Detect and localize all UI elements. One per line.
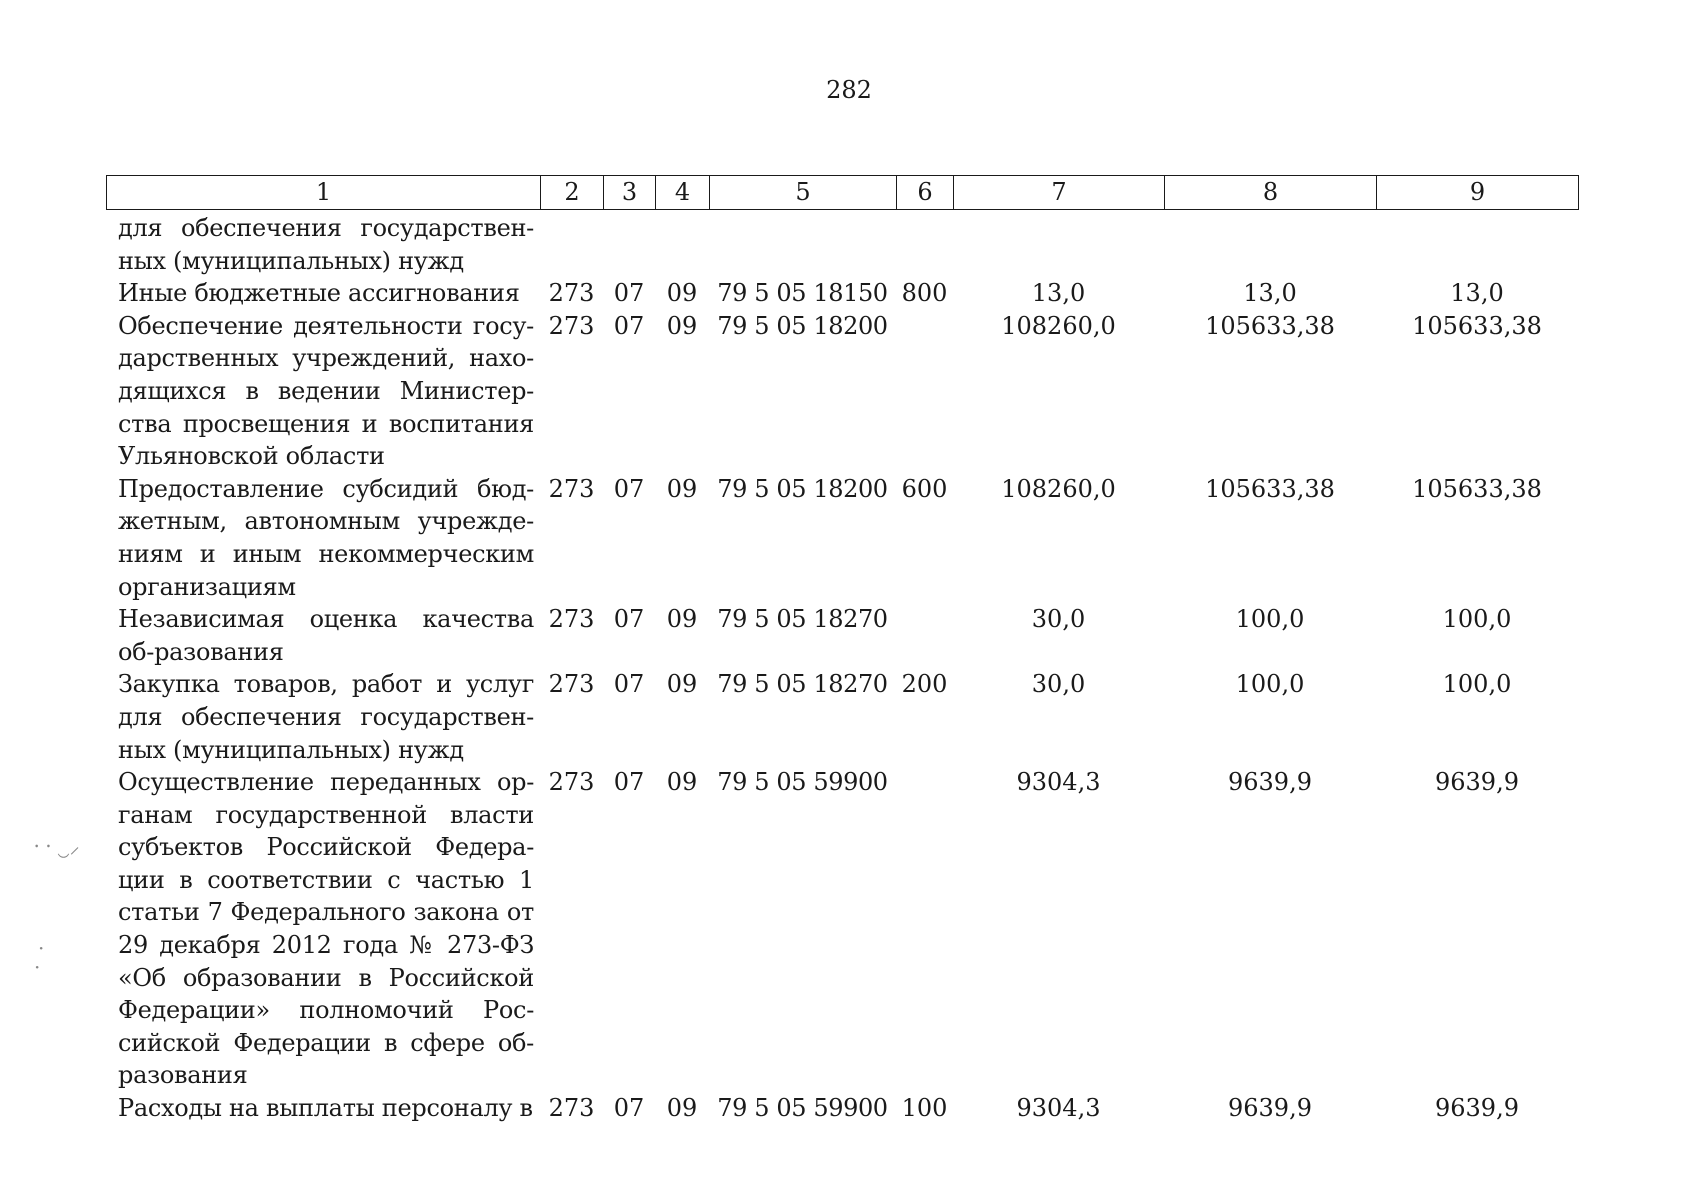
page-number: 282 <box>826 76 872 104</box>
row-col-4 <box>655 212 709 277</box>
row-col-3 <box>603 212 655 277</box>
row-col-2: 273 <box>548 279 595 308</box>
table-row <box>106 277 1578 310</box>
row-col-9: 100,0 <box>1442 670 1512 699</box>
scan-artifact: · <box>38 936 45 960</box>
row-col-5: 79 5 05 18200 <box>717 311 888 340</box>
row-col-3: 07 <box>613 1094 645 1123</box>
row-col-8: 105633,38 <box>1205 311 1335 340</box>
column-header-1: 1 <box>107 176 541 210</box>
row-col-5: 79 5 05 18150 <box>717 279 888 308</box>
row-col-7: 30,0 <box>1031 670 1086 699</box>
row-col-2: 273 <box>548 605 595 634</box>
row-col-9 <box>1376 212 1578 277</box>
table-header <box>106 175 1579 210</box>
table-row <box>106 766 1578 1092</box>
row-name: Расходы на выплаты персоналу в <box>118 1094 533 1123</box>
table-row <box>106 310 1578 473</box>
row-col-9: 105633,38 <box>1412 311 1542 340</box>
row-col-2: 273 <box>548 768 595 797</box>
row-col-3: 07 <box>613 311 645 340</box>
row-col-3: 07 <box>613 670 645 699</box>
column-header-6: 6 <box>897 176 954 210</box>
table-row <box>106 473 1578 603</box>
table-row <box>106 212 1578 277</box>
row-col-7: 108260,0 <box>1001 311 1116 340</box>
row-col-6 <box>896 310 953 473</box>
row-col-8: 100,0 <box>1235 670 1305 699</box>
row-col-7: 108260,0 <box>1001 474 1116 503</box>
row-col-7: 9304,3 <box>1016 768 1101 797</box>
row-name: Обеспечение деятельности госу-​дарственных учреждений, нахо-​дящихся в ведении Министер-​ства просвещения и воспитания Ульяновской области <box>118 311 534 471</box>
row-col-6: 600 <box>901 474 948 503</box>
row-col-5: 79 5 05 18270 <box>717 605 888 634</box>
row-col-9: 105633,38 <box>1412 474 1542 503</box>
row-col-2 <box>540 212 603 277</box>
column-header-8: 8 <box>1165 176 1377 210</box>
table-row <box>106 668 1578 766</box>
row-col-4: 09 <box>666 311 698 340</box>
column-header-7: 7 <box>954 176 1165 210</box>
row-col-8: 9639,9 <box>1228 768 1312 797</box>
row-col-8: 100,0 <box>1235 605 1305 634</box>
row-col-4: 09 <box>666 768 698 797</box>
row-col-4: 09 <box>666 279 698 308</box>
row-col-7 <box>953 212 1164 277</box>
row-col-6: 200 <box>901 670 948 699</box>
table-row <box>106 603 1578 668</box>
row-col-3: 07 <box>613 474 645 503</box>
column-header-2: 2 <box>541 176 604 210</box>
row-name: Предоставление субсидий бюд-​жетным, автономным учрежде-​ниям и иным некоммерческим организациям <box>118 474 534 601</box>
row-col-6 <box>896 603 953 668</box>
column-header-9: 9 <box>1377 176 1579 210</box>
row-name: для обеспечения государствен-​ных (муниципальных) нужд <box>118 214 534 275</box>
row-col-9: 13,0 <box>1450 279 1504 308</box>
row-col-2: 273 <box>548 311 595 340</box>
row-col-4: 09 <box>666 670 698 699</box>
row-col-4: 09 <box>666 474 698 503</box>
row-col-4: 09 <box>666 605 698 634</box>
row-col-3: 07 <box>613 768 645 797</box>
table-row <box>106 1092 1578 1125</box>
row-name: Иные бюджетные ассигнования <box>118 279 520 308</box>
row-col-9: 9639,9 <box>1435 768 1519 797</box>
row-name: Закупка товаров, работ и услуг для обеспечения государствен-​ных (муниципальных) нужд <box>118 670 534 764</box>
row-col-9: 100,0 <box>1442 605 1512 634</box>
row-col-5 <box>709 212 896 277</box>
row-col-2: 273 <box>548 670 595 699</box>
row-col-8 <box>1164 212 1376 277</box>
column-header-3: 3 <box>604 176 656 210</box>
row-col-7: 9304,3 <box>1016 1094 1101 1123</box>
row-col-6: 800 <box>901 279 948 308</box>
row-col-3: 07 <box>613 279 645 308</box>
row-col-2: 273 <box>548 474 595 503</box>
row-col-6: 100 <box>901 1094 948 1123</box>
row-name: Осуществление переданных ор-​ганам государственной власти субъектов Российской Федера-​ции в соответствии с частью 1 статьи 7 Федерального закона от 29 декабря 2012 года № 273-​ФЗ «Об образовании в Российской Федерации» полномочий Рос-​сийской Федерации в сфере об-​разования <box>118 768 534 1090</box>
row-col-4: 09 <box>666 1094 698 1123</box>
row-col-2: 273 <box>548 1094 595 1123</box>
table-body <box>106 212 1578 1125</box>
row-col-3: 07 <box>613 605 645 634</box>
row-col-5: 79 5 05 59900 <box>717 768 888 797</box>
row-col-9: 9639,9 <box>1435 1094 1519 1123</box>
row-col-6 <box>896 766 953 1092</box>
row-col-8: 105633,38 <box>1205 474 1335 503</box>
column-header-5: 5 <box>710 176 897 210</box>
scan-artifact: ⸱ ⸱ ‿⸝ <box>34 834 80 858</box>
row-col-7: 30,0 <box>1031 605 1086 634</box>
row-col-5: 79 5 05 18270 <box>717 670 888 699</box>
row-name: Независимая оценка качества об-​разования <box>118 605 534 666</box>
row-col-7: 13,0 <box>1031 279 1086 308</box>
row-col-8: 13,0 <box>1243 279 1297 308</box>
row-col-8: 9639,9 <box>1228 1094 1312 1123</box>
row-col-6 <box>896 212 953 277</box>
row-col-5: 79 5 05 59900 <box>717 1094 888 1123</box>
scan-artifact: · <box>34 955 41 979</box>
column-header-4: 4 <box>656 176 710 210</box>
row-col-5: 79 5 05 18200 <box>717 474 888 503</box>
